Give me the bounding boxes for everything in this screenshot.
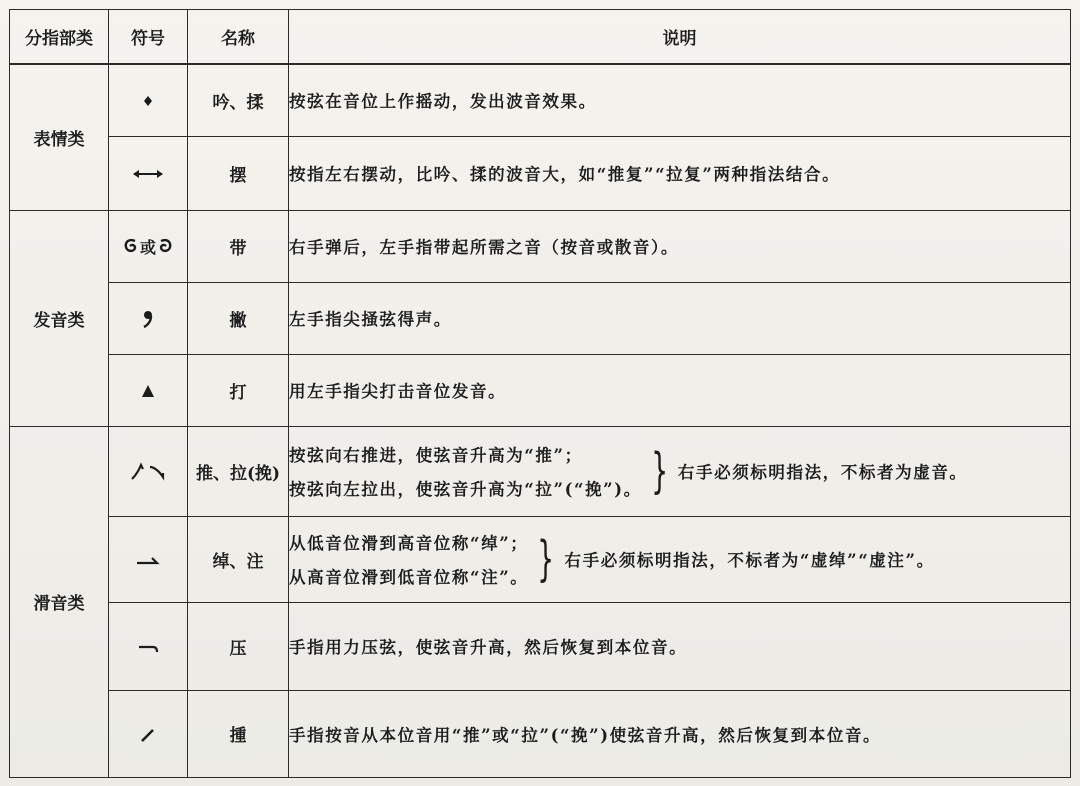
push-pull-hooks-icon: [128, 462, 168, 482]
category-articulation: 发音类: [10, 210, 109, 426]
press-hook-icon: [136, 640, 160, 654]
symbol-cell: [109, 602, 188, 690]
brace-lines: [289, 530, 528, 588]
fingering-table: [9, 9, 1071, 778]
hook-arrow-icon: [135, 553, 161, 567]
brace-lines: [289, 442, 642, 500]
row-name: 打: [188, 354, 289, 426]
table-row: [10, 210, 1071, 282]
row-name: 摆: [188, 136, 289, 210]
triangle-icon: [141, 384, 155, 398]
row-name: 带: [188, 210, 289, 282]
row-name: 吟、揉: [188, 64, 289, 136]
table-row: [10, 64, 1071, 136]
row-description: 右手弹后，左手指带起所需之音（按音或散音）。: [289, 210, 1071, 282]
description-line: 按弦向右推进，使弦音升高为“推”；: [289, 446, 583, 465]
symbol-cell: [109, 690, 188, 777]
row-description: 左手指尖掻弦得声。: [289, 282, 1071, 354]
dot-icon: [141, 94, 155, 108]
row-description: 手指按音从本位音用“推”或“拉”(“挽”)使弦音升高，然后恢复到本位音。: [289, 690, 1071, 777]
row-description: 按弦在音位上作摇动，发出波音效果。: [289, 64, 1071, 136]
category-slide: 滑音类: [10, 426, 109, 777]
curl-right-icon: [157, 237, 173, 255]
comma-stroke-icon: [142, 309, 154, 329]
row-name: 撇: [188, 282, 289, 354]
symbol-cell: [109, 282, 188, 354]
header-category: 分指部类: [10, 10, 109, 65]
curly-brace-icon: }: [537, 531, 556, 587]
row-description: [289, 516, 1071, 602]
brace-note: 右手必须标明指法，不标者为“虚绰”“虚注”。: [564, 551, 935, 570]
row-name: 绰、注: [188, 516, 289, 602]
header-description: 说明: [289, 10, 1071, 65]
table-row: [10, 354, 1071, 426]
symbol-cell: [109, 354, 188, 426]
category-expressive: 表情类: [10, 64, 109, 210]
upward-tick-icon: [139, 725, 157, 743]
description-line: 从低音位滑到高音位称“绰”；: [289, 534, 529, 553]
table-row: [10, 602, 1071, 690]
double-arrow-icon: [131, 168, 165, 180]
table-row: [10, 426, 1071, 516]
symbol-cell: [109, 64, 188, 136]
symbol-cell: [109, 210, 188, 282]
table-row: [10, 136, 1071, 210]
header-name: 名称: [188, 10, 289, 65]
table-row: [10, 282, 1071, 354]
row-description: 用左手指尖打击音位发音。: [289, 354, 1071, 426]
row-description: 手指用力压弦，使弦音升高，然后恢复到本位音。: [289, 602, 1071, 690]
row-description: 按指左右摆动，比吟、揉的波音大，如“推复”“拉复”两种指法结合。: [289, 136, 1071, 210]
curly-brace-icon: }: [651, 443, 669, 499]
brace-group: [289, 530, 1070, 588]
row-description: [289, 426, 1071, 516]
curl-left-icon: [123, 237, 139, 255]
row-name: 揰: [188, 690, 289, 777]
symbol-or-text: 或: [139, 237, 156, 257]
table-header-row: [10, 10, 1071, 65]
symbol-cell: [109, 426, 188, 516]
header-symbol: 符号: [109, 10, 188, 65]
brace-note: 右手必须标明指法，不标者为虚音。: [677, 463, 968, 482]
row-name: 推、拉(挽): [188, 426, 289, 516]
table-row: [10, 690, 1071, 777]
description-line: 按弦向左拉出，使弦音升高为“拉”(“挽”)。: [289, 480, 642, 499]
table-row: [10, 516, 1071, 602]
brace-group: [289, 442, 1070, 500]
symbol-cell: [109, 136, 188, 210]
symbol-cell: [109, 516, 188, 602]
row-name: 压: [188, 602, 289, 690]
description-line: 从高音位滑到低音位称“注”。: [289, 568, 529, 587]
